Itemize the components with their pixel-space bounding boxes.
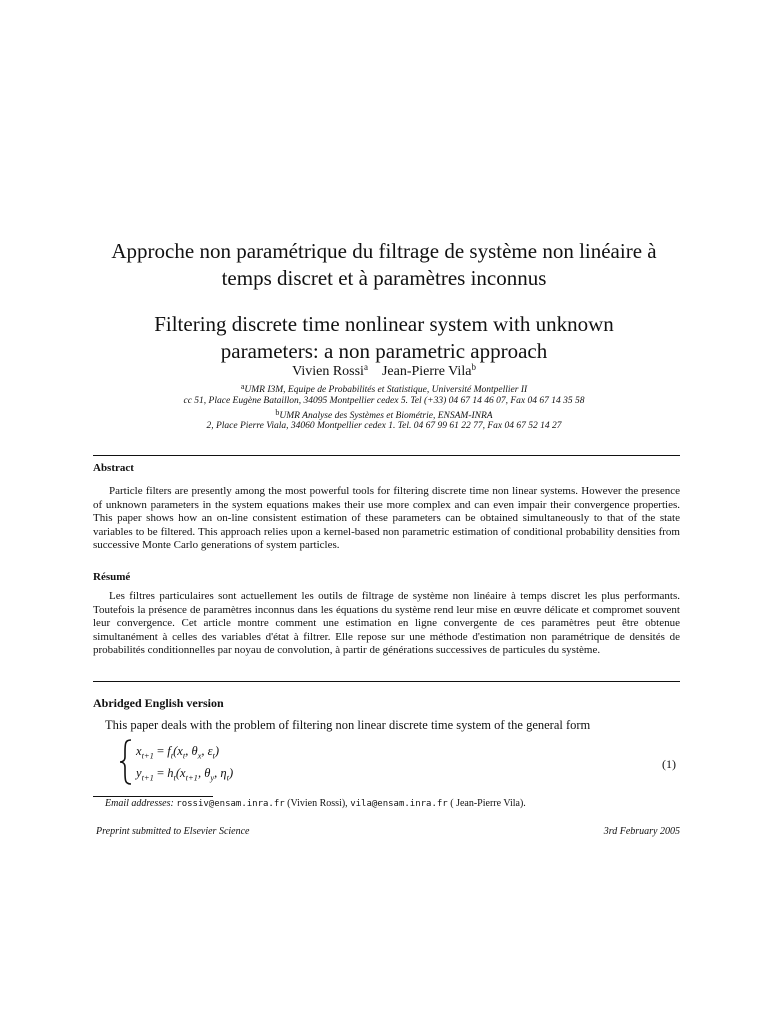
abstract-heading: Abstract xyxy=(93,462,134,474)
abstract-text: Particle filters are presently among the most powerful tools for filtering discrete time non linear systems. However the presence of unknown parameters in the system equations makes their use more complex and can even impair their convergence properties. This paper shows how an on-line consistent estimation of these parameters can be obtained simultaneously to that of the state variables to be filtered. This approach relies upon a kernel-based non parametric estimation of conditional probability densities from successive Monte Carlo generations of system particles. xyxy=(93,485,680,551)
author-2-mark: b xyxy=(471,362,476,372)
author-1-name: Vivien Rossi xyxy=(292,364,364,379)
author-list xyxy=(60,362,708,380)
abstract-top-rule xyxy=(93,455,680,456)
resume-heading: Résumé xyxy=(93,571,131,583)
affiliation-b-text: UMR Analyse des Systèmes et Biométrie, ENSAM-INRA xyxy=(279,411,493,421)
equation-brace xyxy=(118,738,134,786)
french-title-line-2: temps discret et à paramètres inconnus xyxy=(221,266,547,290)
email-name-2: ( Jean-Pierre Vila). xyxy=(450,798,526,809)
affiliation-a-line-2: cc 51, Place Eugène Bataillon, 34095 Montpellier cedex 5. Tel (+33) 04 67 14 46 07, Fax 04 67 14 35 58 xyxy=(183,396,585,406)
affiliation-b-mark: b xyxy=(275,408,280,417)
email-name-1: (Vivien Rossi), xyxy=(287,798,348,809)
affiliation-a-mark: a xyxy=(240,382,245,391)
abridged-heading: Abridged English version xyxy=(93,696,224,710)
affiliation-a-line-1 xyxy=(60,381,708,396)
equation-number: (1) xyxy=(662,757,676,771)
state-equation: $x_{t+1} = f_t(x_t$, $\theta_x$, $\varepsilon_t$) xyxy=(136,744,220,761)
english-title-line-1: Filtering discrete time nonlinear system with unknown xyxy=(154,312,614,336)
observation-equation: $y_{t+1} = h_t(x_{t+1}$, $\theta_y$, $\eta_t$) xyxy=(136,766,234,783)
english-title-line-2: parameters: a non parametric approach xyxy=(220,339,548,363)
resume-text: Les filtres particulaires sont actuellement les outils de filtrage de système non linéaire à temps discret les plus performants. Toutefois la présence de paramètres inconnus dans les équations du système rend leur mise en œuvre délicate et compromet souvent leur convergence. Cet article montre comment une estimation en ligne convergente de ces paramètres peut être obtenue simultanément à celles des variables d'état à filtrer. Elle repose sur une méthode d'estimation non paramétrique de densités de probabilités conditionnelles par noyau de convolution, à partir de générations successives de particules du système. xyxy=(93,590,680,656)
author-1-mark: a xyxy=(363,362,368,372)
affiliation-b-line-2: 2, Place Pierre Viala, 34060 Montpellier cedex 1. Tel. 04 67 99 61 22 77, Fax 04 67 52 14 27 xyxy=(206,421,562,431)
french-title-line-1: Approche non paramétrique du filtrage de système non linéaire à xyxy=(111,239,657,263)
abstract-bottom-rule xyxy=(93,681,680,682)
footnote-emails xyxy=(105,798,526,809)
email-link-1[interactable]: rossiv@ensam.inra.fr xyxy=(176,799,285,809)
affiliation-a-text: UMR I3M, Equipe de Probabilités et Statistique, Université Montpellier II xyxy=(244,385,528,395)
french-title xyxy=(60,238,708,292)
footer-date: 3rd February 2005 xyxy=(603,826,680,837)
author-2-name: Jean-Pierre Vila xyxy=(381,364,472,379)
footnote-rule xyxy=(93,796,213,797)
email-link-2[interactable]: vila@ensam.inra.fr xyxy=(350,799,448,809)
email-label: Email addresses: xyxy=(105,798,174,809)
footer-preprint-note: Preprint submitted to Elsevier Science xyxy=(96,826,250,837)
abridged-intro-text: This paper deals with the problem of filtering non linear discrete time system of the general form xyxy=(105,718,591,732)
english-title xyxy=(60,311,708,365)
